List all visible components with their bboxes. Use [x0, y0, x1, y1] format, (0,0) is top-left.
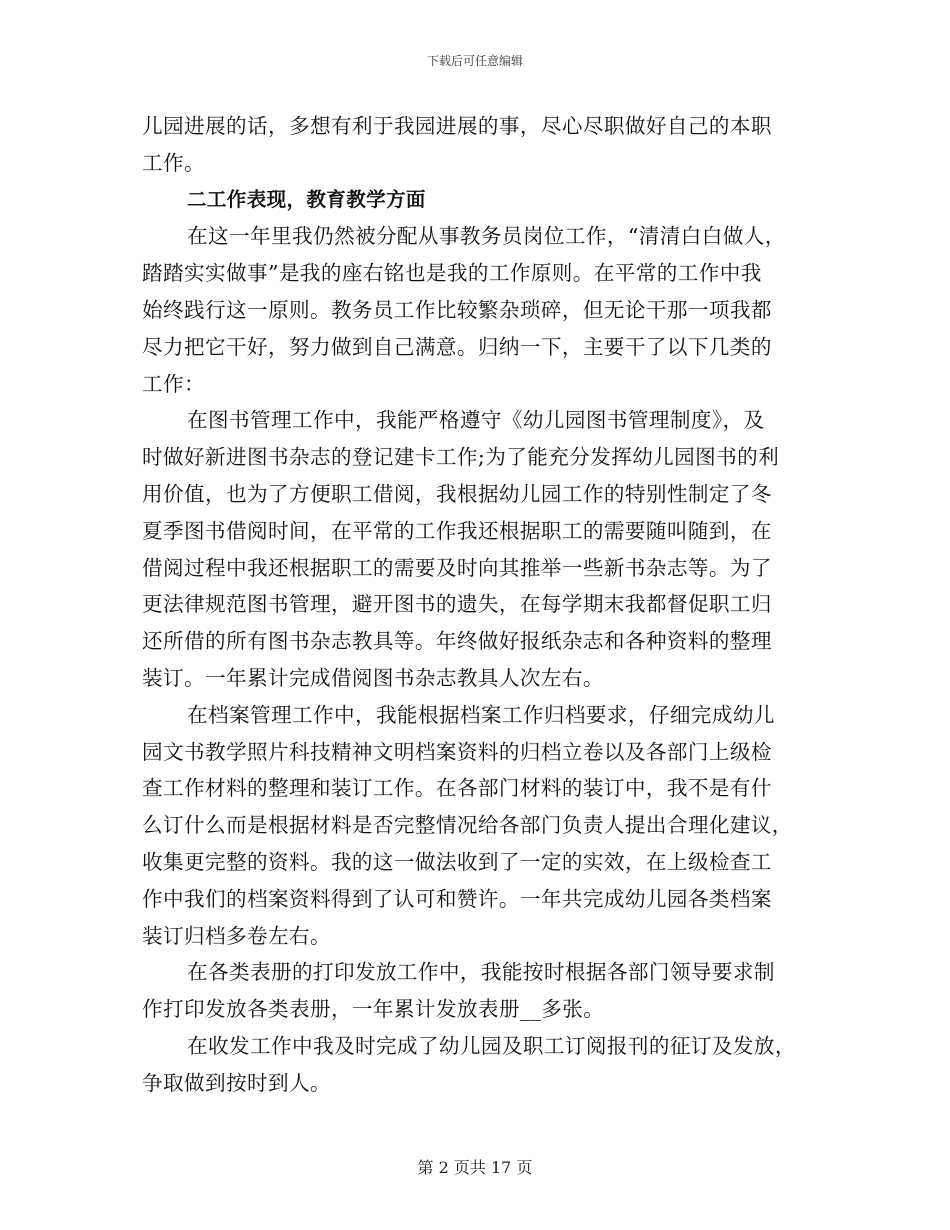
- body-line: 用价值，也为了方便职工借阅，我根据幼儿园工作的特别性制定了冬: [142, 481, 772, 506]
- body-line: 工作。: [142, 150, 205, 175]
- body-line: 在这一年里我仍然被分配从事教务员岗位工作，“清清白白做人，: [187, 224, 786, 249]
- body-line: 在各类表册的打印发放工作中，我能按时根据各部门领导要求制: [187, 960, 775, 985]
- body-line: 园文书教学照片科技精神文明档案资料的归档立卷以及各部门上级检: [142, 739, 772, 764]
- body-line: 装订。一年累计完成借阅图书杂志教具人次左右。: [142, 665, 604, 690]
- section-heading: 二工作表现，教育教学方面: [187, 187, 426, 211]
- body-line: 时做好新进图书杂志的登记建卡工作;为了能充分发挥幼儿园图书的利: [142, 445, 780, 470]
- document-body: [142, 108, 812, 1102]
- body-line: 工作：: [142, 371, 205, 396]
- body-line: 更法律规范图书管理，避开图书的遗失，在每学期末我都督促职工归: [142, 592, 772, 617]
- body-line: 夏季图书借阅时间，在平常的工作我还根据职工的需要随叫随到，在: [142, 518, 772, 543]
- body-line: 么订什么而是根据材料是否完整情况给各部门负责人提出合理化建议，: [142, 813, 793, 838]
- body-line: 收集更完整的资料。我的这一做法收到了一定的实效，在上级检查工: [142, 849, 772, 874]
- body-line: 装订归档多卷左右。: [142, 923, 331, 948]
- body-line: 在档案管理工作中，我能根据档案工作归档要求，仔细完成幼儿: [187, 702, 775, 727]
- body-line: 作打印发放各类表册，一年累计发放表册__多张。: [142, 997, 605, 1022]
- page-header: 下载后可任意编辑: [426, 54, 523, 68]
- body-line: 儿园进展的话，多想有利于我园进展的事，尽心尽职做好自己的本职: [142, 114, 772, 138]
- page-number: 第 2 页共 17 页: [417, 1158, 533, 1177]
- body-line: 在图书管理工作中，我能严格遵守《幼儿园图书管理制度》，及: [187, 408, 765, 433]
- body-line: 始终践行这一原则。教务员工作比较繁杂琐碎，但无论干那一项我都: [142, 297, 772, 322]
- body-line: 争取做到按时到人。: [142, 1070, 331, 1095]
- body-line: 借阅过程中我还根据职工的需要及时向其推举一些新书杂志等。为了: [142, 555, 772, 580]
- body-line: 在收发工作中我及时完成了幼儿园及职工订阅报刊的征订及发放，: [187, 1033, 796, 1058]
- body-line: 踏踏实实做事”是我的座右铭也是我的工作原则。在平常的工作中我: [142, 261, 762, 286]
- body-line: 作中我们的档案资料得到了认可和赞许。一年共完成幼儿园各类档案: [142, 886, 772, 911]
- body-line: 还所借的所有图书杂志教具等。年终做好报纸杂志和各种资料的整理: [142, 629, 772, 654]
- body-line: 尽力把它干好，努力做到自己满意。归纳一下，主要干了以下几类的: [142, 334, 772, 359]
- body-line: 查工作材料的整理和装订工作。在各部门材料的装订中，我不是有什: [142, 776, 772, 801]
